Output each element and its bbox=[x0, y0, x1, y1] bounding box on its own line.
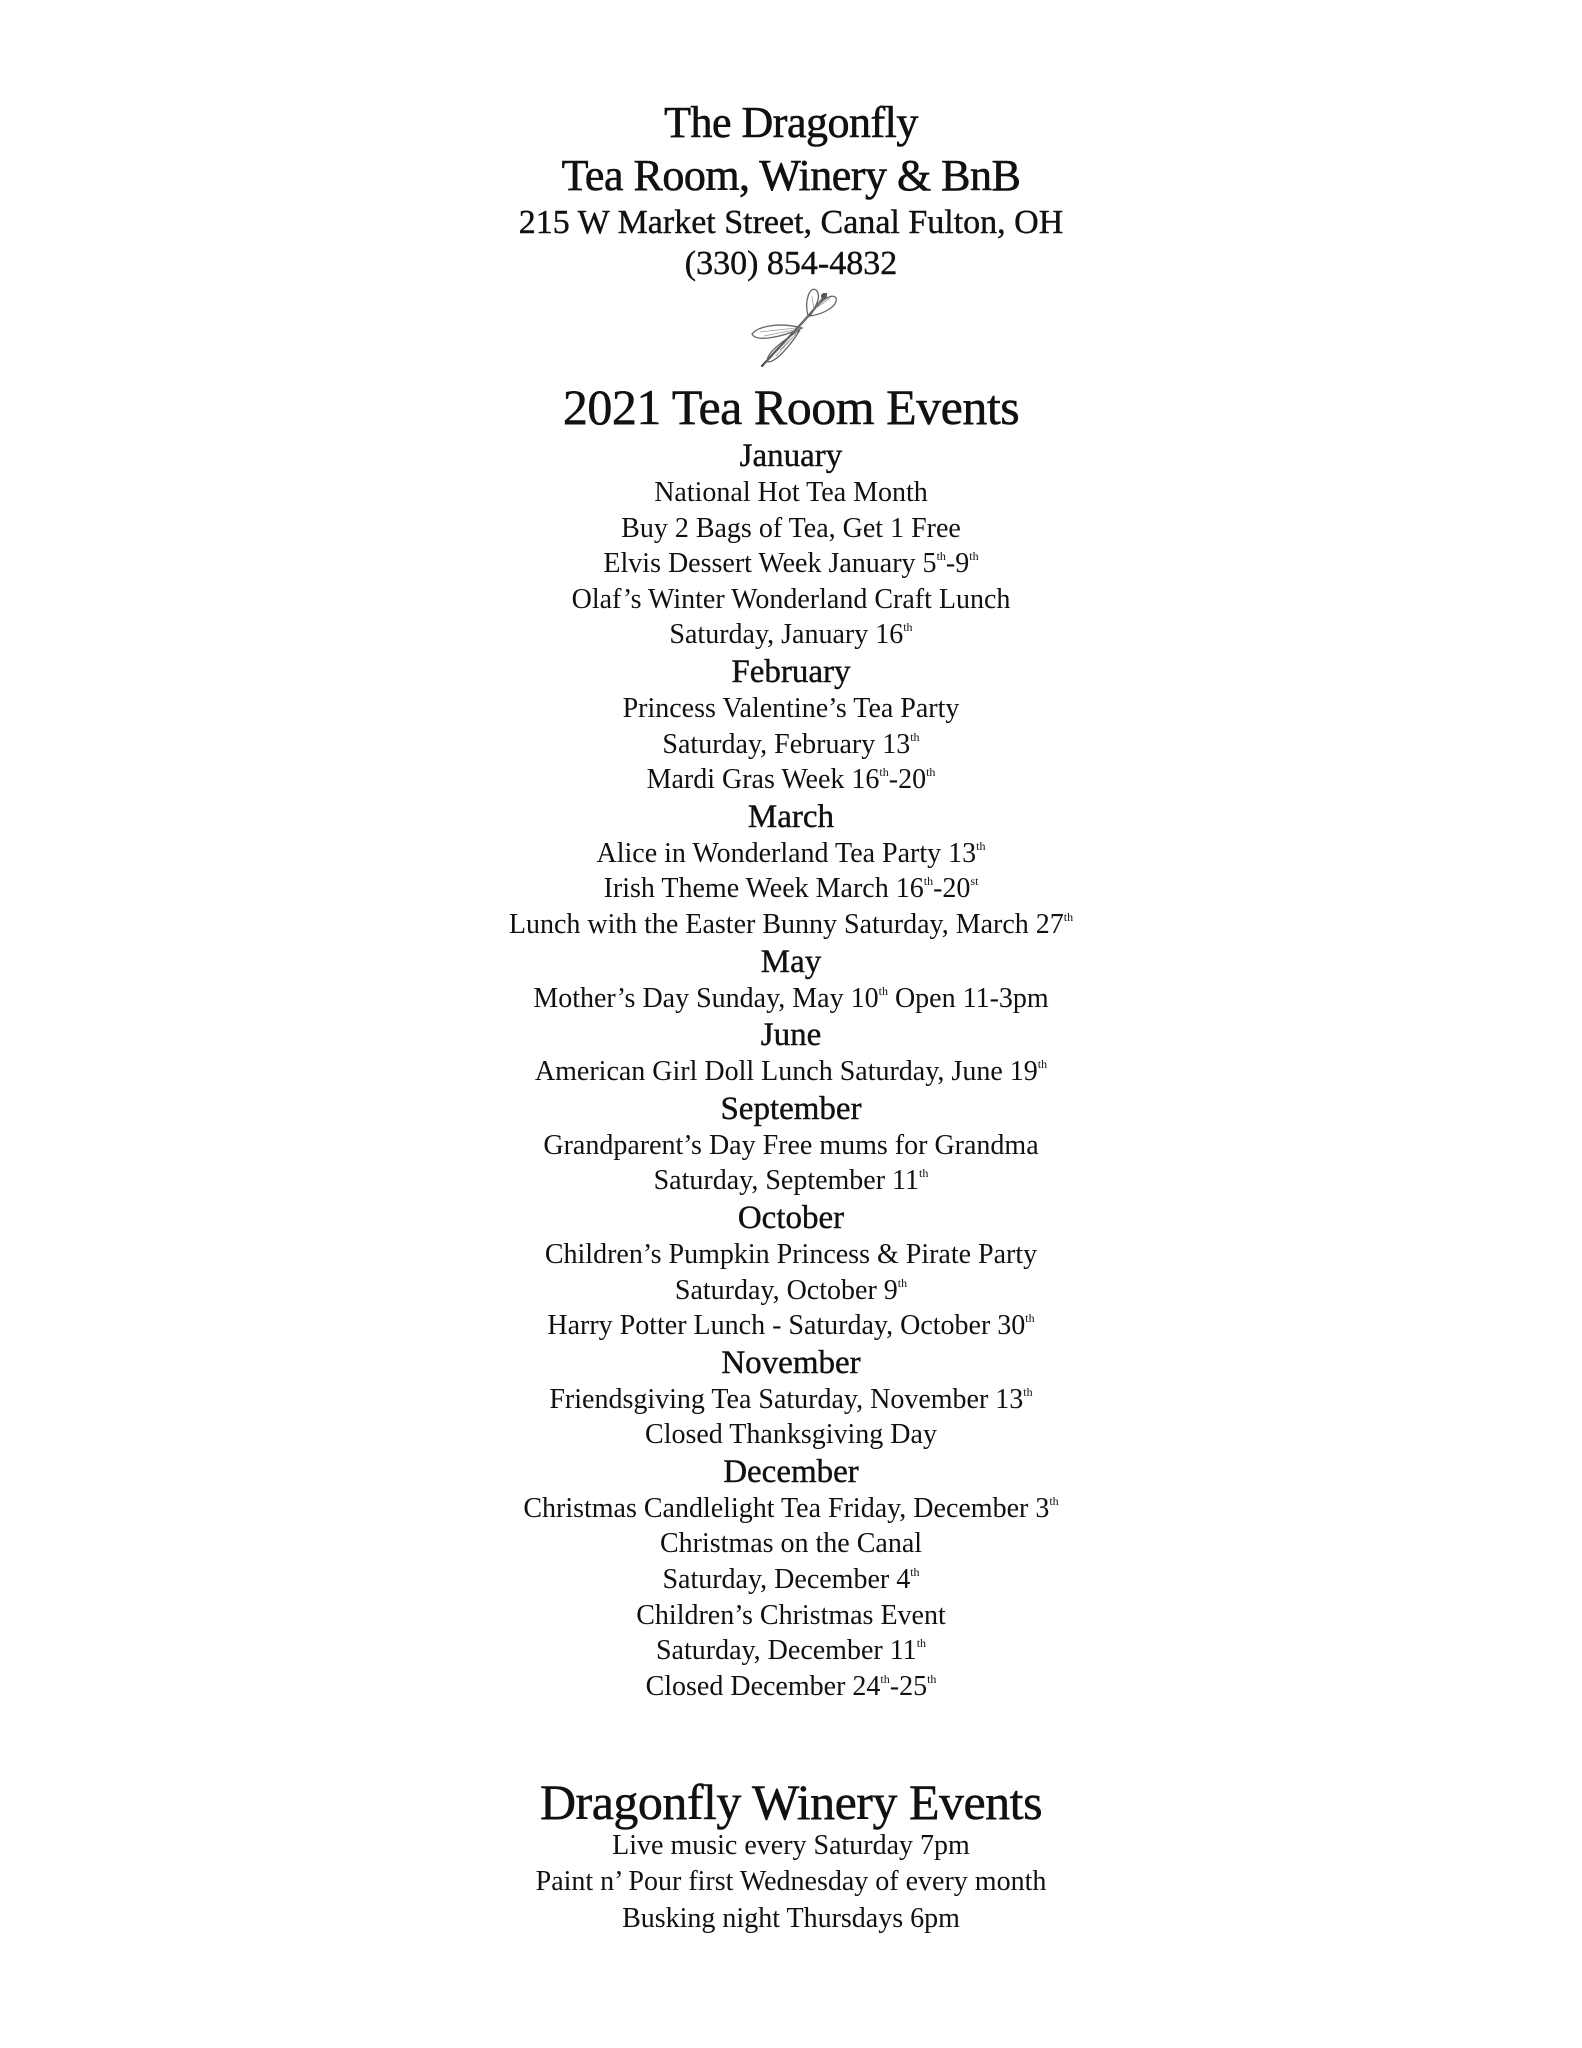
event-line bbox=[0, 1308, 1582, 1344]
business-phone: (330) 854-4832 bbox=[684, 245, 898, 282]
event-line: Children’s Pumpkin Princess & Pirate Party bbox=[544, 1238, 1038, 1270]
event-line bbox=[0, 907, 1582, 943]
ordinal-suffix: th bbox=[1037, 1057, 1048, 1072]
ordinal-suffix: th bbox=[976, 838, 986, 853]
event-line bbox=[0, 1163, 1582, 1199]
event-line bbox=[0, 762, 1582, 798]
ordinal-suffix: th bbox=[1049, 1493, 1059, 1508]
ordinal-suffix: th bbox=[878, 983, 888, 998]
ordinal-suffix: th bbox=[903, 620, 913, 635]
event-line: Christmas on the Canal bbox=[659, 1528, 923, 1560]
event-line bbox=[0, 1633, 1582, 1669]
month-heading-november: November bbox=[721, 1344, 861, 1381]
business-header bbox=[0, 96, 1582, 284]
ordinal-suffix: th bbox=[969, 549, 979, 564]
ordinal-suffix: th bbox=[880, 1671, 890, 1686]
event-line bbox=[0, 1669, 1582, 1705]
month-heading-june: June bbox=[760, 1017, 822, 1054]
event-text: Elvis Dessert Week January 5 bbox=[603, 548, 937, 580]
event-line: Children’s Christmas Event bbox=[636, 1599, 946, 1631]
winery-events-list bbox=[0, 1828, 1582, 1937]
event-text: -20 bbox=[888, 764, 927, 796]
winery-event-line: Paint n’ Pour first Wednesday of every month bbox=[535, 1866, 1047, 1898]
event-line: Closed Thanksgiving Day bbox=[645, 1419, 937, 1451]
event-line bbox=[0, 836, 1582, 872]
event-text: Irish Theme Week March 16 bbox=[603, 873, 924, 905]
winery-events-title: Dragonfly Winery Events bbox=[539, 1774, 1043, 1830]
event-text: Saturday, February 13 bbox=[662, 728, 911, 760]
event-text: Closed December 24 bbox=[645, 1670, 881, 1702]
business-name-line1: The Dragonfly bbox=[664, 98, 918, 147]
event-line: Grandparent’s Day Free mums for Grandma bbox=[543, 1129, 1039, 1161]
ordinal-suffix: th bbox=[1063, 909, 1074, 924]
event-line bbox=[0, 1054, 1582, 1090]
event-line bbox=[0, 617, 1582, 653]
event-text: -9 bbox=[945, 548, 970, 580]
event-text: Christmas Candlelight Tea Friday, December 3 bbox=[523, 1492, 1050, 1524]
event-text: Saturday, October 9 bbox=[674, 1274, 898, 1306]
event-text: Open 11-3pm bbox=[887, 982, 1049, 1014]
ordinal-suffix: th bbox=[1023, 1384, 1033, 1399]
ordinal-suffix: th bbox=[879, 765, 889, 780]
event-text: Harry Potter Lunch - Saturday, October 30 bbox=[547, 1310, 1026, 1342]
tea-room-events-title: 2021 Tea Room Events bbox=[562, 379, 1020, 435]
ordinal-suffix: th bbox=[916, 1636, 927, 1651]
event-text: Friendsgiving Tea Saturday, November 13 bbox=[549, 1383, 1024, 1415]
event-line bbox=[0, 1491, 1582, 1527]
event-line bbox=[0, 871, 1582, 907]
month-heading-september: September bbox=[720, 1090, 862, 1127]
event-text: Saturday, September 11 bbox=[653, 1165, 920, 1197]
month-heading-may: May bbox=[760, 943, 822, 980]
ordinal-suffix: th bbox=[936, 549, 946, 564]
ordinal-suffix: th bbox=[897, 1275, 908, 1290]
event-line bbox=[0, 1273, 1582, 1309]
month-heading-december: December bbox=[723, 1453, 859, 1490]
business-name-line2: Tea Room, Winery & BnB bbox=[561, 151, 1021, 200]
event-line: Princess Valentine’s Tea Party bbox=[622, 692, 960, 724]
winery-event-line: Busking night Thursdays 6pm bbox=[622, 1902, 960, 1934]
event-text: Mother’s Day Sunday, May 10 bbox=[533, 982, 879, 1014]
month-heading-february: February bbox=[731, 653, 851, 690]
tea-room-events-list bbox=[0, 437, 1582, 1704]
event-text: -20 bbox=[933, 873, 971, 905]
event-text: -25 bbox=[889, 1670, 928, 1702]
event-text: Alice in Wonderland Tea Party 13 bbox=[596, 837, 977, 869]
month-heading-march: March bbox=[747, 798, 835, 835]
business-address: 215 W Market Street, Canal Fulton, OH bbox=[518, 204, 1064, 241]
event-text: American Girl Doll Lunch Saturday, June 19 bbox=[534, 1056, 1038, 1088]
event-line bbox=[0, 981, 1582, 1017]
event-line: Buy 2 Bags of Tea, Get 1 Free bbox=[621, 512, 961, 544]
event-text: Lunch with the Easter Bunny Saturday, March 27 bbox=[508, 908, 1064, 940]
event-line bbox=[0, 727, 1582, 763]
ordinal-suffix: th bbox=[919, 1166, 929, 1181]
ordinal-suffix: th bbox=[910, 729, 920, 744]
winery-event-line: Live music every Saturday 7pm bbox=[612, 1830, 970, 1861]
ordinal-suffix: st bbox=[970, 874, 979, 889]
event-text: Mardi Gras Week 16 bbox=[646, 764, 880, 796]
ordinal-suffix: th bbox=[926, 765, 936, 780]
event-line bbox=[0, 546, 1582, 582]
event-text: Saturday, December 4 bbox=[662, 1564, 911, 1596]
event-line: Olaf’s Winter Wonderland Craft Lunch bbox=[571, 583, 1011, 615]
ordinal-suffix: th bbox=[1025, 1311, 1035, 1326]
event-text: Saturday, January 16 bbox=[669, 619, 904, 651]
event-line bbox=[0, 1382, 1582, 1418]
event-line bbox=[0, 1562, 1582, 1598]
ordinal-suffix: th bbox=[923, 874, 934, 889]
ordinal-suffix: th bbox=[910, 1565, 920, 1580]
event-text: Saturday, December 11 bbox=[655, 1635, 917, 1667]
month-heading-january: January bbox=[739, 438, 843, 474]
ordinal-suffix: th bbox=[927, 1671, 937, 1686]
dragonfly-icon bbox=[740, 286, 840, 378]
event-line: National Hot Tea Month bbox=[654, 477, 928, 508]
month-heading-october: October bbox=[737, 1199, 845, 1236]
